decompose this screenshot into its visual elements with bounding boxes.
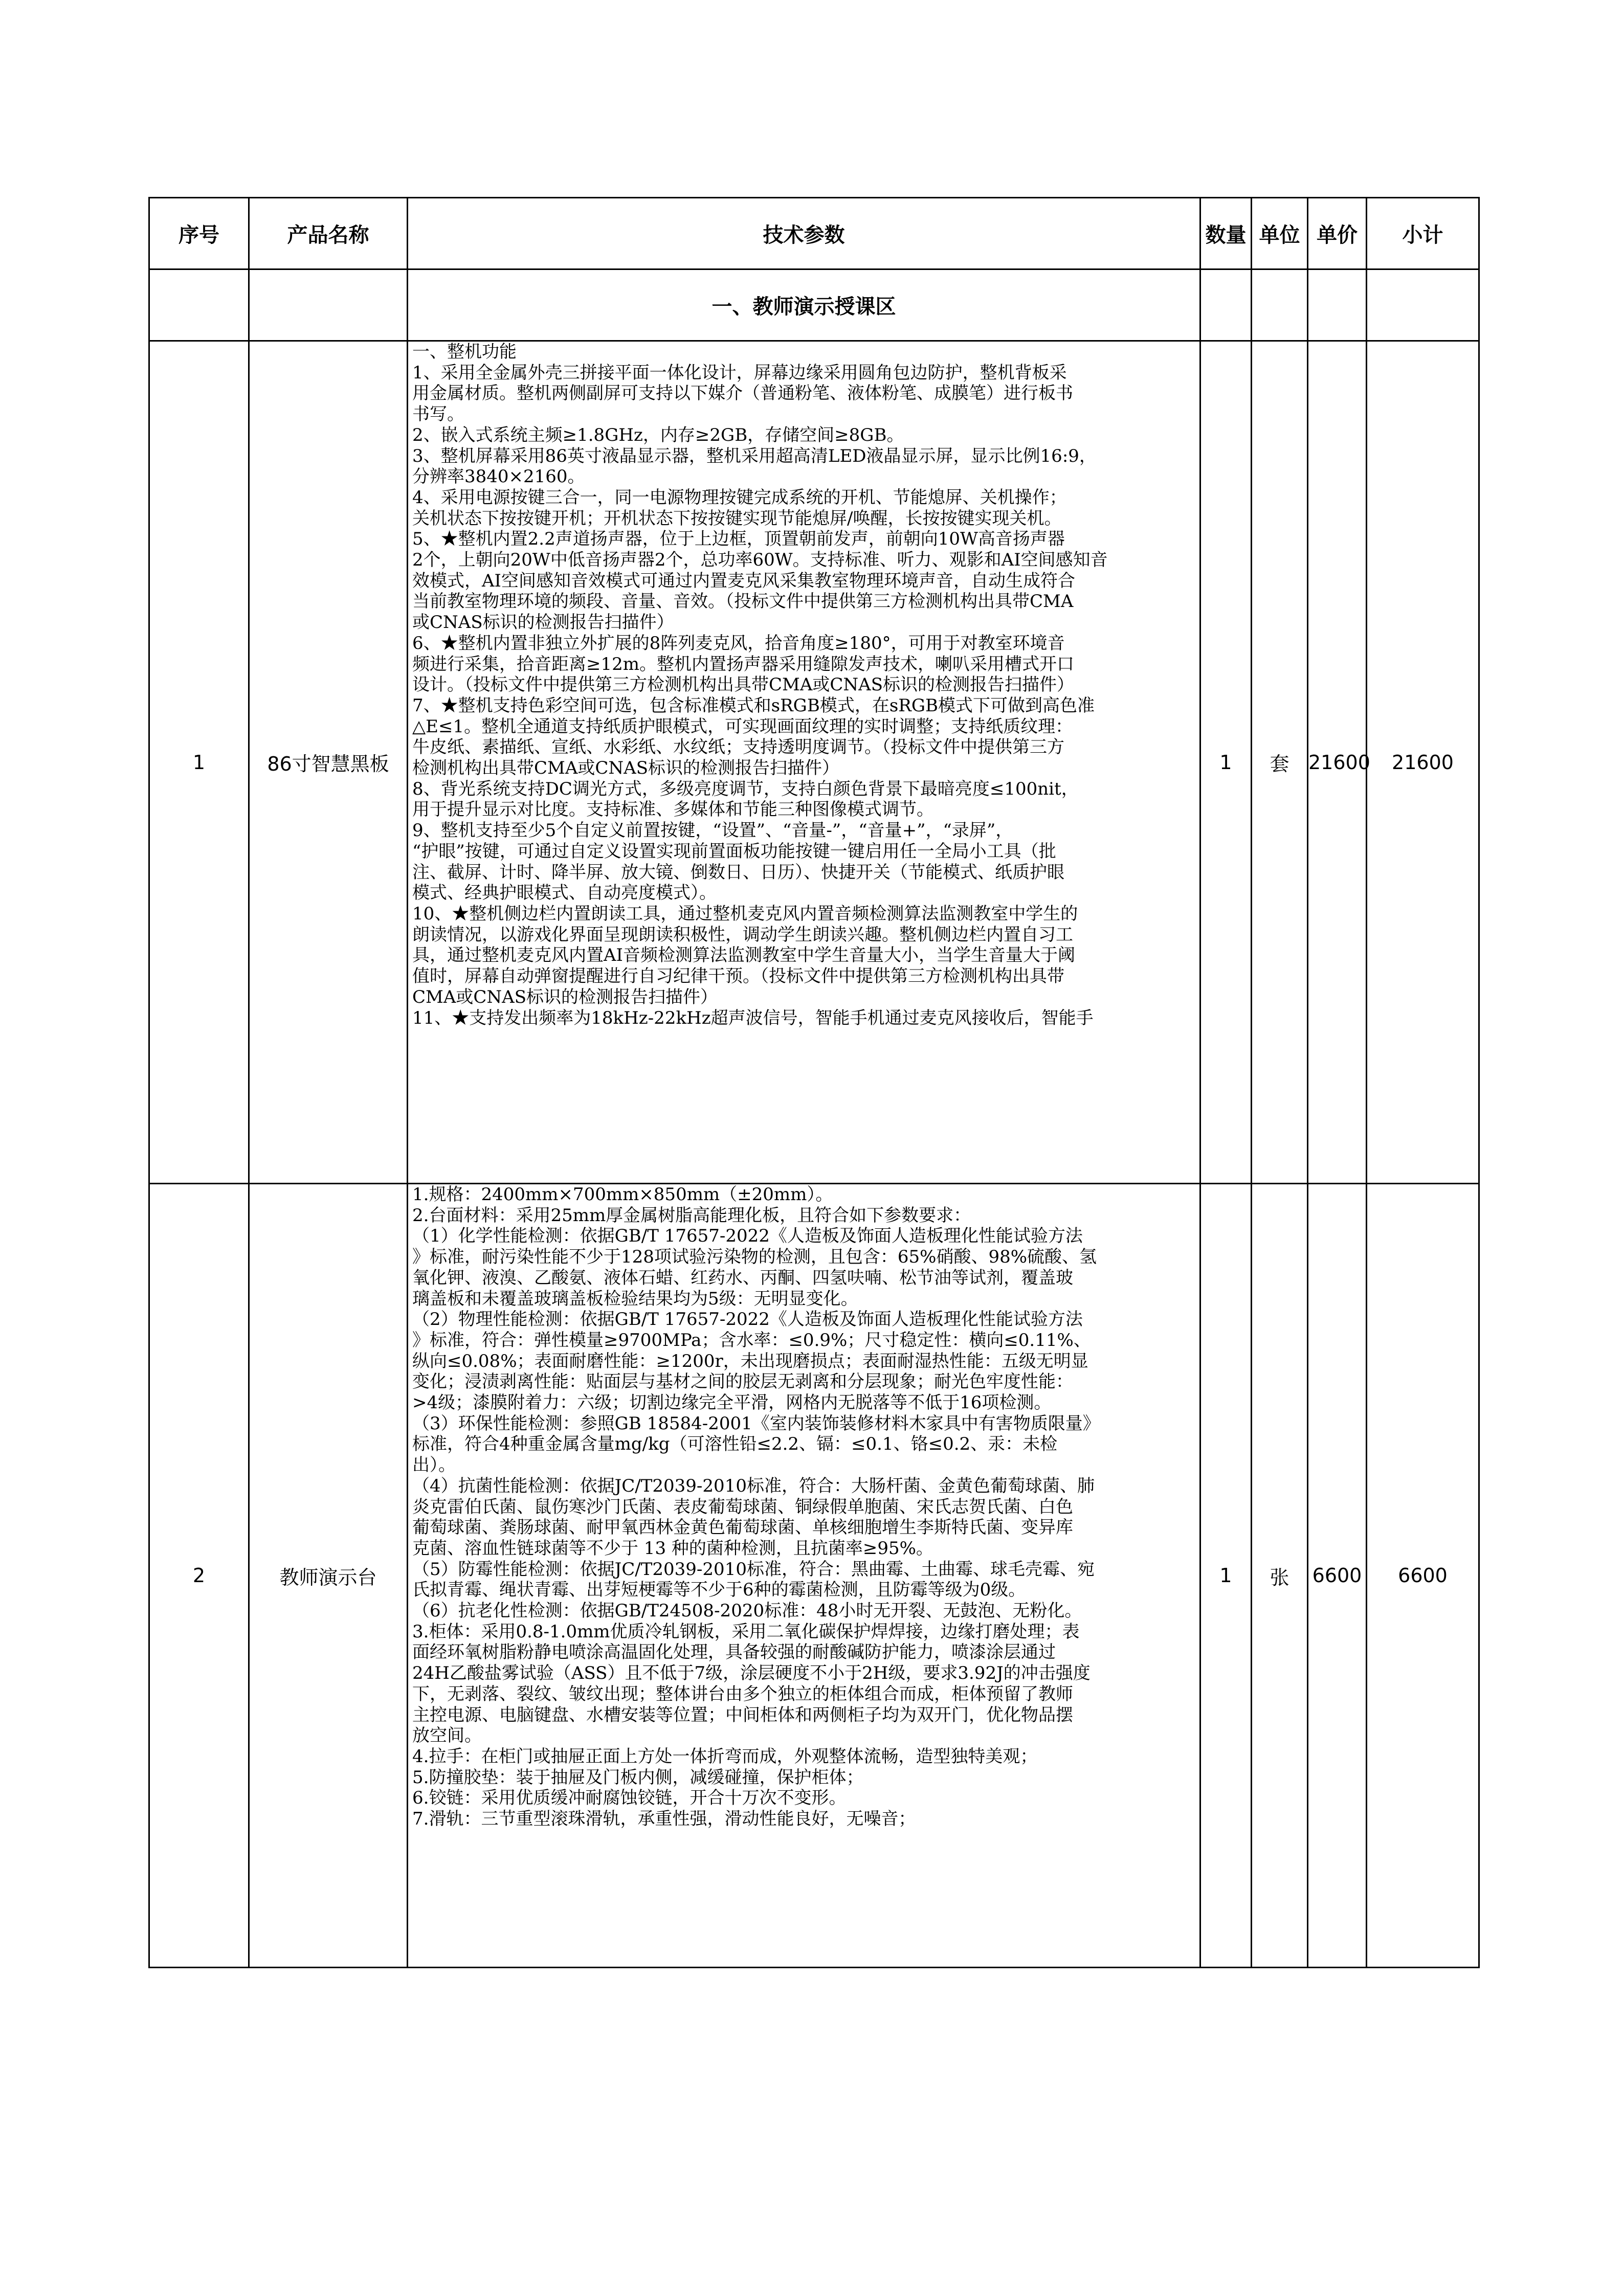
spec-line: 用于提升显示对比度。支持标准、多媒体和节能三种图像模式调节。 <box>412 799 934 820</box>
header-subtotal: 小计 <box>1367 198 1479 269</box>
row-product-name: 教师演示台 <box>249 1184 408 1968</box>
spec-line: 用金属材质。整机两侧副屏可支持以下媒介（普通粉笔、液体粉笔、成膜笔）进行板书 <box>412 383 1073 404</box>
header-unit: 单位 <box>1252 198 1308 269</box>
spec-line: 朗读情况，以游戏化界面呈现朗读积极性，调动学生朗读兴趣。整机侧边栏内置自习工 <box>412 924 1073 945</box>
spec-line: 注、截屏、计时、降半屏、放大镜、倒数日、日历）、快捷开关（节能模式、纸质护眼 <box>412 862 1064 883</box>
spec-line: 放空间。 <box>412 1725 482 1746</box>
spec-line: 氧化钾、液溴、乙酸氨、液体石蜡、红药水、丙酮、四氢呋喃、松节油等试剂，覆盖玻 <box>412 1267 1073 1288</box>
spec-line: 面经环氧树脂粉静电喷涂高温固化处理，具备较强的耐酸碱防护能力，喷漆涂层通过 <box>412 1642 1056 1663</box>
spec-line: 8、背光系统支持DC调光方式，多级亮度调节，支持白颜色背景下最暗亮度≤100nit， <box>412 778 1079 799</box>
row-subtotal: 6600 <box>1367 1184 1479 1968</box>
spec-line: 分辨率3840×2160。 <box>412 466 585 487</box>
spec-line: 关机状态下按按键开机；开机状态下按按键实现节能熄屏/唤醒，长按按键实现关机。 <box>412 508 1062 529</box>
spec-line: 下，无剥落、裂纹、皱纹出现；整体讲台由多个独立的柜体组合而成，柜体预留了教师 <box>412 1683 1073 1704</box>
spec-line: 3、整机屏幕采用86英寸液晶显示器，整机采用超高清LED液晶显示屏，显示比例16:9， <box>412 445 1097 466</box>
spec-line: 氏拟青霉、绳状青霉、出芽短梗霉等不少于6种的霉菌检测，且防霉等级为0级。 <box>412 1580 1026 1601</box>
header-name: 产品名称 <box>249 198 408 269</box>
spec-line: 具，通过整机麦克风内置AI音频检测算法监测教室中学生音量大小，当学生音量大于阈 <box>412 945 1075 966</box>
spec-line: （6）抗老化性检测：依据GB/T24508-2020标准：48小时无开裂、无鼓泡、无粉化。 <box>412 1601 1082 1622</box>
header-row <box>149 198 1479 269</box>
spec-line: 24H乙酸盐雾试验（ASS）且不低于7级，涂层硬度不小于2H级，要求3.92J的冲击强度 <box>412 1663 1091 1684</box>
row-price: 6600 <box>1308 1184 1367 1968</box>
spec-line: 4.拉手：在柜门或抽屉正面上方处一体折弯而成，外观整体流畅，造型独特美观； <box>412 1746 1038 1767</box>
spec-line: 璃盖板和未覆盖玻璃盖板检验结果均为5级：无明显变化。 <box>412 1288 858 1309</box>
spec-line: 7、★整机支持色彩空间可选，包含标准模式和sRGB模式，在sRGB模式下可做到高色准 <box>412 695 1095 716</box>
spec-line: 变化；浸渍剥离性能：贴面层与基材之间的胶层无剥离和分层现象；耐光色牢度性能： <box>412 1371 1073 1392</box>
product-spec-table <box>148 197 1480 1968</box>
row-unit: 张 <box>1252 1184 1308 1968</box>
spec-line: 牛皮纸、素描纸、宣纸、水彩纸、水纹纸；支持透明度调节。（投标文件中提供第三方 <box>412 737 1064 758</box>
spec-line: 2、嵌入式系统主频≥1.8GHz，内存≥2GB，存储空间≥8GB。 <box>412 424 904 445</box>
spec-line: 2个，上朝向20W中低音扬声器2个，总功率60W。支持标准、听力、观影和AI空间感知音 <box>412 550 1108 571</box>
spec-line: 出）。 <box>412 1455 456 1476</box>
specs-text <box>408 342 1199 1183</box>
spec-line: 1.规格：2400mm×700mm×850mm（±20mm）。 <box>412 1184 833 1205</box>
spec-line: “护眼”按键，可通过自定义设置实现前置面板功能按键一键启用任一全局小工具（批 <box>412 841 1056 862</box>
spec-line: 设计。（投标文件中提供第三方检测机构出具带CMA或CNAS标识的检测报告扫描件） <box>412 674 1074 695</box>
spec-line: 主控电源、电脑键盘、水槽安装等位置；中间柜体和两侧柜子均为双开门，优化物品摆 <box>412 1704 1073 1725</box>
spec-line: （4）抗菌性能检测：依据JC/T2039-2010标准，符合：大肠杆菌、金黄色葡萄球菌、肺 <box>412 1475 1095 1496</box>
spec-line: △E≤1。整机全通道支持纸质护眼模式，可实现画面纹理的实时调整；支持纸质纹理： <box>412 716 1073 737</box>
row-no: 1 <box>149 341 249 1184</box>
spec-line: 当前教室物理环境的频段、音量、音效。（投标文件中提供第三方检测机构出具带CMA <box>412 591 1074 612</box>
spec-line: 值时，屏幕自动弹窗提醒进行自习纪律干预。（投标文件中提供第三方检测机构出具带 <box>412 966 1064 987</box>
table-row <box>149 1184 1479 1968</box>
section-empty-cell <box>1367 269 1479 341</box>
header-qty: 数量 <box>1200 198 1252 269</box>
header-specs: 技术参数 <box>408 198 1200 269</box>
spec-line: 》标准，耐污染性能不少于128项试验污染物的检测，且包含：65%硝酸、98%硫酸、氢 <box>412 1247 1097 1268</box>
spec-line: 纵向≤0.08%；表面耐磨性能：≥1200r，未出现磨损点；表面耐湿热性能：五级无明显 <box>412 1350 1088 1371</box>
section-empty-cell <box>1200 269 1252 341</box>
spec-line: 5.防撞胶垫：装于抽屉及门板内侧，减缓碰撞，保护柜体； <box>412 1767 864 1788</box>
spec-line: 5、★整机内置2.2声道扬声器，位于上边框，顶置朝前发声，前朝向10W高音扬声器 <box>412 529 1065 550</box>
row-qty: 1 <box>1200 1184 1252 1968</box>
spec-line: 9、整机支持至少5个自定义前置按键，“设置”、“音量-”，“音量+”，“录屏”， <box>412 820 1013 841</box>
spec-line: 效模式，AI空间感知音效模式可通过内置麦克风采集教室物理环境声音，自动生成符合 <box>412 570 1075 591</box>
spec-line: 葡萄球菌、粪肠球菌、耐甲氧西林金黄色葡萄球菌、单核细胞增生李斯特氏菌、变异库 <box>412 1517 1073 1538</box>
row-qty: 1 <box>1200 341 1252 1184</box>
table-row <box>149 341 1479 1184</box>
section-empty-cell <box>249 269 408 341</box>
spec-line: 标准，符合4种重金属含量mg/kg（可溶性铅≤2.2、镉：≤0.1、铬≤0.2、汞：未检 <box>412 1434 1058 1455</box>
section-empty-cell <box>149 269 249 341</box>
header-price: 单价 <box>1308 198 1367 269</box>
row-product-name: 86寸智慧黑板 <box>249 341 408 1184</box>
section-row <box>149 269 1479 341</box>
spec-line: 检测机构出具带CMA或CNAS标识的检测报告扫描件） <box>412 758 839 779</box>
spec-line: 频进行采集，拾音距离≥12m。整机内置扬声器采用缝隙发声技术，喇叭采用槽式开口 <box>412 654 1074 674</box>
spec-line: 6、★整机内置非独立外扩展的8阵列麦克风，拾音角度≥180°，可用于对教室环境音 <box>412 633 1065 654</box>
spec-line: 2.台面材料：采用25mm厚金属树脂高能理化板，且符合如下参数要求： <box>412 1205 971 1226</box>
spec-line: >4级；漆膜附着力：六级；切割边缘完全平滑，网格内无脱落等不低于16项检测。 <box>412 1392 1052 1413</box>
row-no: 2 <box>149 1184 249 1968</box>
spec-line: 3.柜体：采用0.8-1.0mm优质冷轧钢板，采用二氧化碳保护焊焊接，边缘打磨处理；表 <box>412 1621 1080 1642</box>
section-empty-cell <box>1252 269 1308 341</box>
row-specs <box>408 1184 1200 1968</box>
spec-line: 或CNAS标识的检测报告扫描件） <box>412 612 674 633</box>
spec-line: 6.铰链：采用优质缓冲耐腐蚀铰链，开合十万次不变形。 <box>412 1788 847 1809</box>
spec-line: 炎克雷伯氏菌、鼠伤寒沙门氏菌、表皮葡萄球菌、铜绿假单胞菌、宋氏志贺氏菌、白色 <box>412 1496 1073 1517</box>
spec-line: 4、采用电源按键三合一，同一电源物理按键完成系统的开机、节能熄屏、关机操作； <box>412 487 1067 508</box>
specs-text <box>408 1184 1199 1967</box>
spec-line: （1）化学性能检测：依据GB/T 17657-2022《人造板及饰面人造板理化性能试验方法 <box>412 1226 1083 1247</box>
spec-line: 11、★支持发出频率为18kHz-22kHz超声波信号，智能手机通过麦克风接收后，智能手 <box>412 1007 1094 1028</box>
row-unit: 套 <box>1252 341 1308 1184</box>
row-price: 21600 <box>1308 341 1367 1184</box>
spec-line: 》标准，符合：弹性模量≥9700MPa；含水率：≤0.9%；尺寸稳定性：横向≤0.11%、 <box>412 1330 1091 1350</box>
spec-line: （5）防霉性能检测：依据JC/T2039-2010标准，符合：黑曲霉、土曲霉、球毛壳霉、宛 <box>412 1559 1095 1580</box>
spec-line: 1、采用全金属外壳三拼接平面一体化设计，屏幕边缘采用圆角包边防护，整机背板采 <box>412 362 1067 383</box>
spec-line: （2）物理性能检测：依据GB/T 17657-2022《人造板及饰面人造板理化性能试验方法 <box>412 1309 1083 1330</box>
section-title: 一、教师演示授课区 <box>408 269 1200 341</box>
spec-line: 模式、经典护眼模式、自动亮度模式）。 <box>412 883 717 904</box>
spec-line: （3）环保性能检测：参照GB 18584-2001《室内装饰装修材料木家具中有害物质限量》 <box>412 1413 1100 1434</box>
spec-line: CMA或CNAS标识的检测报告扫描件） <box>412 986 718 1007</box>
row-specs <box>408 341 1200 1184</box>
row-subtotal: 21600 <box>1367 341 1479 1184</box>
spec-line: 一、整机功能 <box>412 342 517 362</box>
section-empty-cell <box>1308 269 1367 341</box>
spec-line: 7.滑轨：三节重型滚珠滑轨，承重性强，滑动性能良好，无噪音； <box>412 1809 916 1830</box>
header-no: 序号 <box>149 198 249 269</box>
spec-line: 克菌、溶血性链球菌等不少于 13 种的菌种检测，且抗菌率≥95%。 <box>412 1538 933 1559</box>
spec-line: 书写。 <box>412 404 464 425</box>
spec-line: 10、★整机侧边栏内置朗读工具，通过整机麦克风内置音频检测算法监测教室中学生的 <box>412 903 1078 924</box>
